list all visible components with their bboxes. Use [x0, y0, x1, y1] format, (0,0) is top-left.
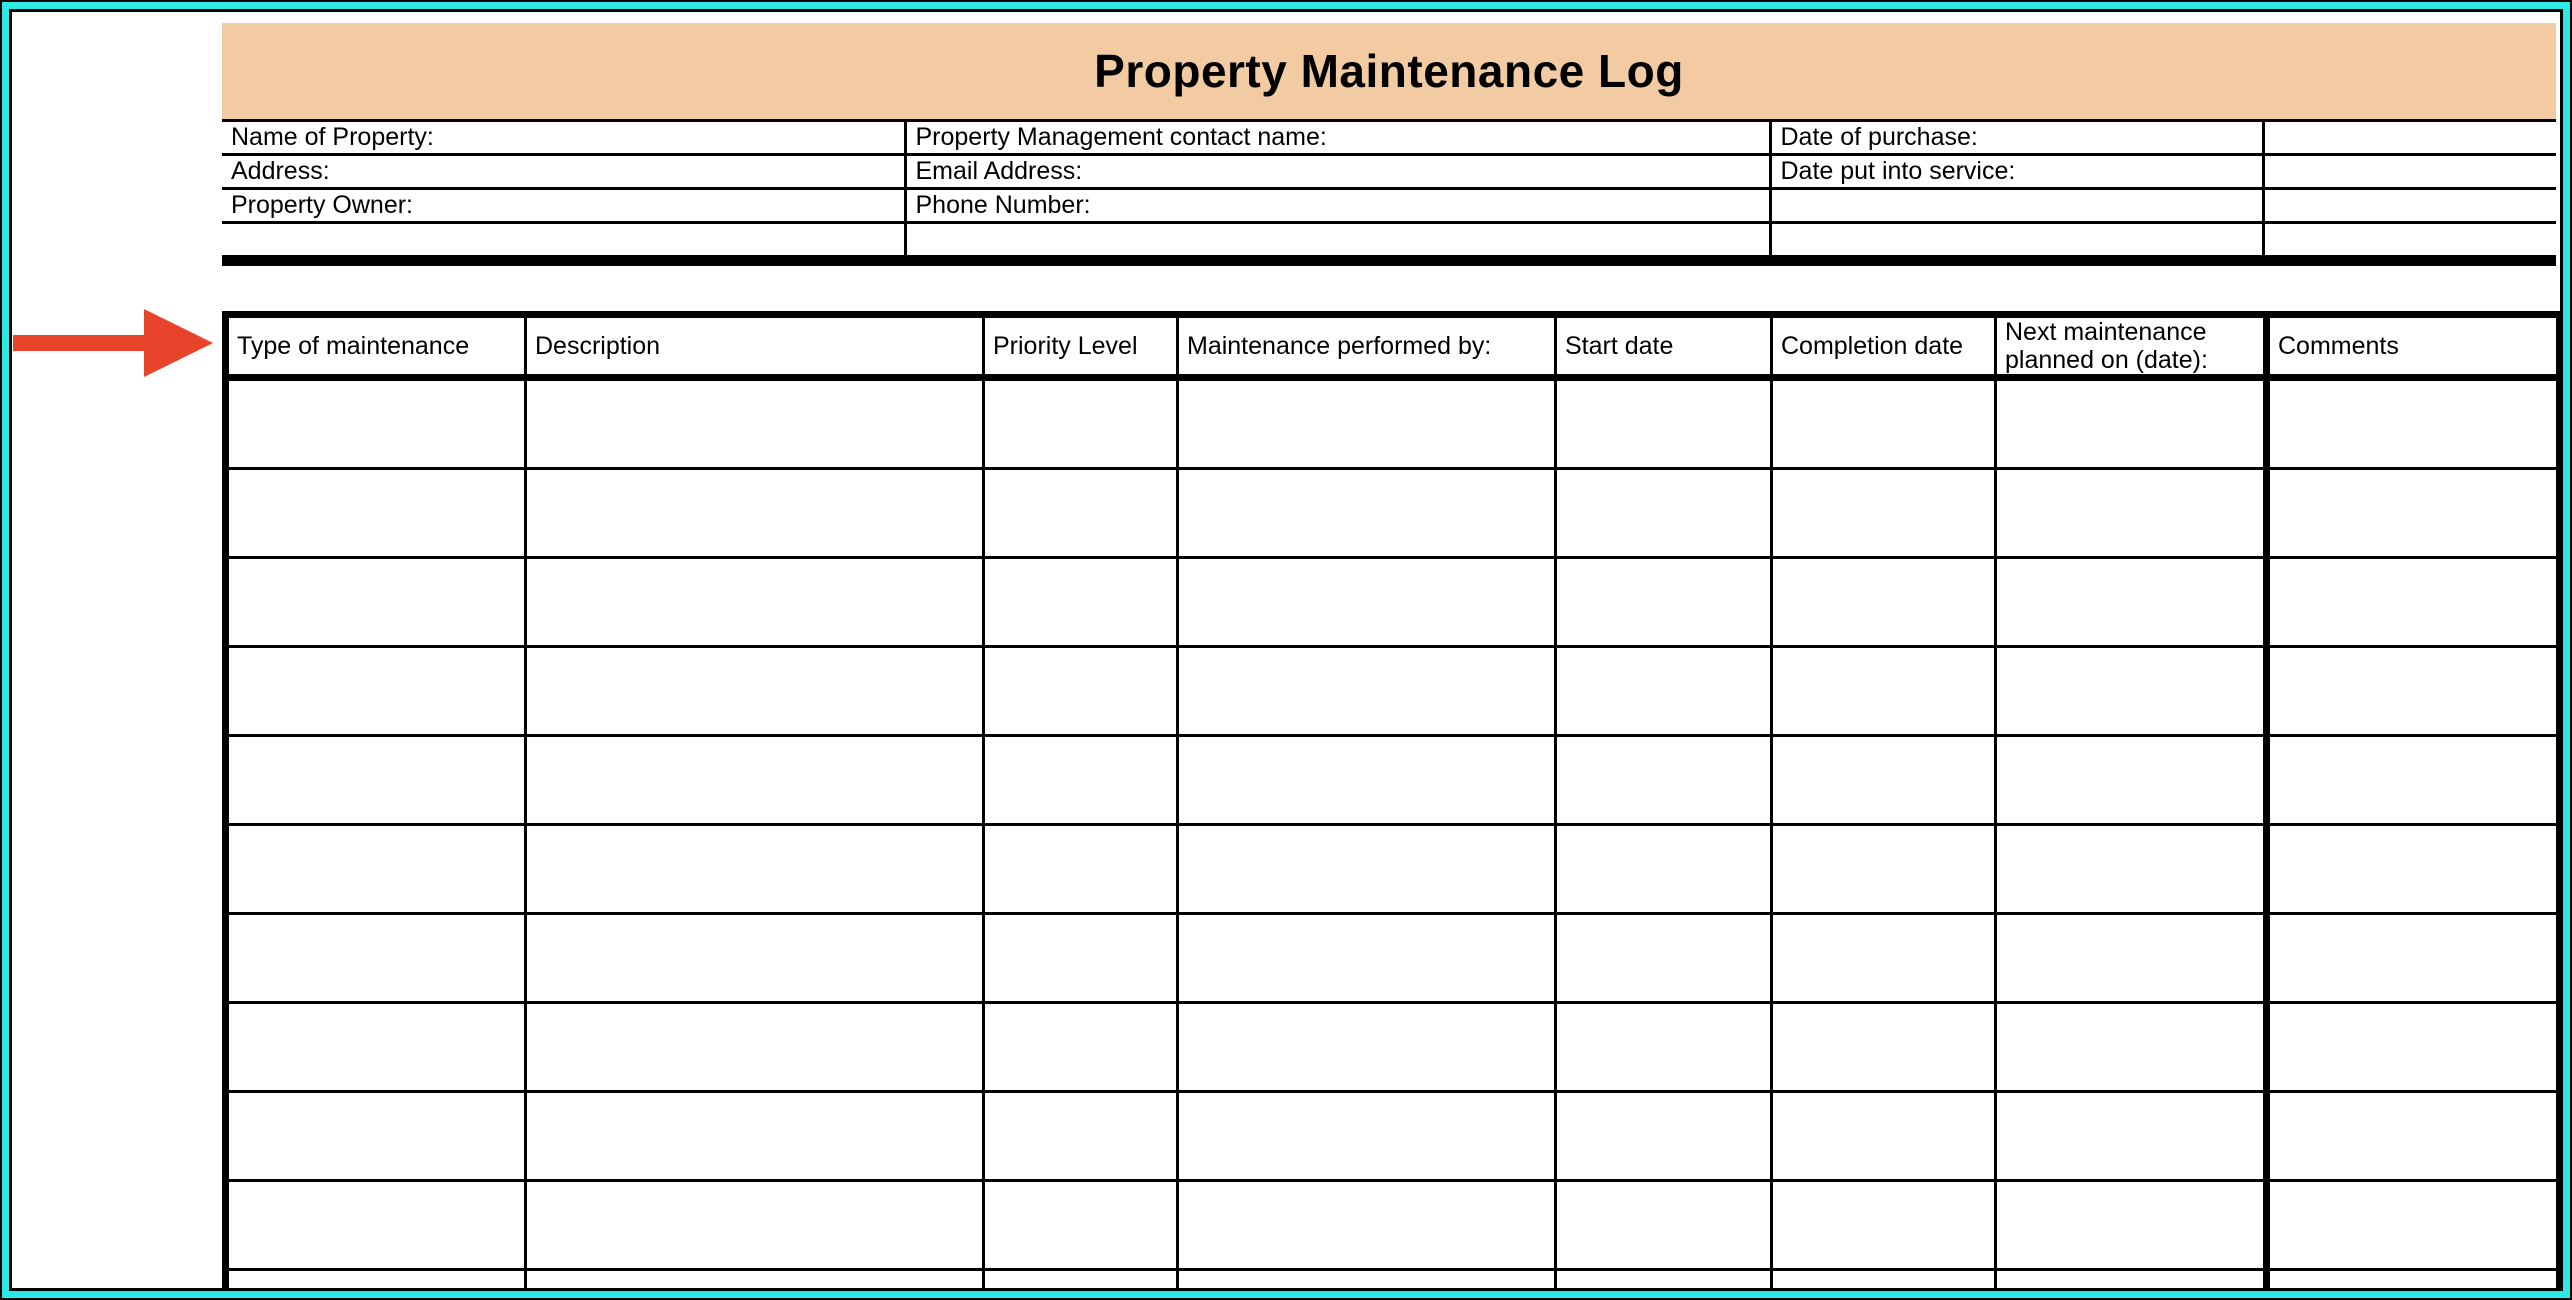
log-entry-cell[interactable] — [226, 558, 526, 647]
log-entry-cell[interactable] — [1556, 647, 1772, 736]
maintenance-log-table — [222, 311, 2563, 1300]
log-entry-row — [226, 558, 2560, 647]
log-entry-cell[interactable] — [226, 1092, 526, 1181]
info-value-cell[interactable] — [2263, 121, 2556, 155]
main-table-body — [226, 378, 2560, 1300]
info-row — [222, 223, 2556, 257]
info-label-date-of-purchase: Date of purchase: — [1770, 121, 2263, 155]
info-label-phone-number: Phone Number: — [905, 189, 1770, 223]
section-divider — [222, 258, 2556, 266]
log-entry-cell[interactable] — [1772, 736, 1996, 825]
log-entry-cell[interactable] — [226, 825, 526, 914]
main-table-header-row — [226, 315, 2560, 378]
col-header-comments: Comments — [2267, 315, 2560, 378]
info-row — [222, 155, 2556, 189]
log-entry-cell[interactable] — [1996, 1092, 2267, 1181]
log-entry-cell[interactable] — [984, 558, 1178, 647]
log-entry-cell[interactable] — [1556, 1003, 1772, 1092]
log-entry-cell[interactable] — [1772, 469, 1996, 558]
info-value-cell[interactable] — [2263, 223, 2556, 257]
red-arrow-icon — [13, 335, 146, 351]
log-entry-cell[interactable] — [2267, 914, 2560, 1003]
log-entry-cell[interactable] — [226, 1270, 526, 1300]
log-entry-cell[interactable] — [1996, 378, 2267, 469]
info-label-management-contact: Property Management contact name: — [905, 121, 1770, 155]
log-entry-cell[interactable] — [2267, 1003, 2560, 1092]
info-row — [222, 121, 2556, 155]
log-entry-cell[interactable] — [226, 469, 526, 558]
log-entry-cell[interactable] — [226, 378, 526, 469]
log-entry-cell[interactable] — [1772, 1003, 1996, 1092]
log-entry-row — [226, 469, 2560, 558]
info-label-email-address: Email Address: — [905, 155, 1770, 189]
log-entry-cell[interactable] — [1772, 914, 1996, 1003]
log-entry-cell[interactable] — [1556, 558, 1772, 647]
spacer — [222, 266, 2556, 311]
red-arrow-icon — [144, 309, 213, 377]
log-entry-row — [226, 1003, 2560, 1092]
info-value-cell[interactable] — [2263, 189, 2556, 223]
log-entry-cell[interactable] — [1556, 1270, 1772, 1300]
log-entry-cell[interactable] — [1178, 825, 1556, 914]
log-entry-cell[interactable] — [1178, 647, 1556, 736]
log-entry-cell[interactable] — [1178, 1003, 1556, 1092]
property-info-table — [222, 119, 2556, 258]
log-entry-row — [226, 647, 2560, 736]
log-entry-cell[interactable] — [526, 378, 984, 469]
info-value-cell[interactable] — [905, 223, 1770, 257]
log-entry-cell[interactable] — [1556, 469, 1772, 558]
log-entry-cell[interactable] — [1772, 1092, 1996, 1181]
log-entry-cell[interactable] — [1772, 1181, 1996, 1270]
info-label-address: Address: — [222, 155, 905, 189]
log-entry-cell[interactable] — [2267, 558, 2560, 647]
log-entry-cell[interactable] — [1178, 378, 1556, 469]
log-entry-cell[interactable] — [984, 825, 1178, 914]
log-entry-cell[interactable] — [2267, 1181, 2560, 1270]
info-value-cell[interactable] — [1770, 223, 2263, 257]
log-entry-cell[interactable] — [984, 1003, 1178, 1092]
log-entry-cell[interactable] — [1178, 558, 1556, 647]
log-entry-cell[interactable] — [984, 1181, 1178, 1270]
page-title: Property Maintenance Log — [1094, 45, 1684, 97]
log-entry-cell[interactable] — [1772, 378, 1996, 469]
log-entry-cell[interactable] — [526, 1003, 984, 1092]
log-entry-cell[interactable] — [1178, 1092, 1556, 1181]
log-entry-cell[interactable] — [1996, 1003, 2267, 1092]
log-entry-cell[interactable] — [1996, 914, 2267, 1003]
log-entry-cell[interactable] — [1178, 1181, 1556, 1270]
log-entry-cell[interactable] — [526, 469, 984, 558]
log-entry-row — [226, 1270, 2560, 1300]
log-entry-cell[interactable] — [984, 736, 1178, 825]
log-entry-cell[interactable] — [526, 736, 984, 825]
log-entry-cell[interactable] — [1178, 736, 1556, 825]
log-entry-cell[interactable] — [2267, 1092, 2560, 1181]
log-entry-cell[interactable] — [226, 1003, 526, 1092]
log-entry-cell[interactable] — [1556, 825, 1772, 914]
maintenance-log-sheet — [222, 23, 2556, 1300]
title-banner — [222, 23, 2556, 119]
log-entry-cell[interactable] — [1772, 1270, 1996, 1300]
log-entry-row — [226, 1092, 2560, 1181]
col-header-priority-level: Priority Level — [984, 315, 1178, 378]
log-entry-cell[interactable] — [226, 647, 526, 736]
col-header-start-date: Start date — [1556, 315, 1772, 378]
log-entry-cell[interactable] — [226, 1181, 526, 1270]
log-entry-cell[interactable] — [2267, 647, 2560, 736]
log-entry-cell[interactable] — [226, 914, 526, 1003]
col-header-maintenance-performed-by: Maintenance performed by: — [1178, 315, 1556, 378]
log-entry-cell[interactable] — [1996, 558, 2267, 647]
log-entry-cell[interactable] — [526, 914, 984, 1003]
log-entry-cell[interactable] — [1178, 1270, 1556, 1300]
log-entry-cell[interactable] — [1178, 469, 1556, 558]
log-entry-cell[interactable] — [526, 558, 984, 647]
log-entry-cell[interactable] — [984, 647, 1178, 736]
log-entry-cell[interactable] — [526, 1181, 984, 1270]
log-entry-cell[interactable] — [2267, 825, 2560, 914]
log-entry-cell[interactable] — [1996, 647, 2267, 736]
log-entry-row — [226, 736, 2560, 825]
info-label-name-of-property: Name of Property: — [222, 121, 905, 155]
log-entry-cell[interactable] — [2267, 736, 2560, 825]
log-entry-cell[interactable] — [1996, 736, 2267, 825]
log-entry-cell[interactable] — [2267, 469, 2560, 558]
info-label-property-owner: Property Owner: — [222, 189, 905, 223]
log-entry-cell[interactable] — [1556, 736, 1772, 825]
log-entry-cell[interactable] — [1178, 914, 1556, 1003]
log-entry-cell[interactable] — [526, 647, 984, 736]
log-entry-cell[interactable] — [1772, 647, 1996, 736]
log-entry-row — [226, 1181, 2560, 1270]
info-value-cell[interactable] — [2263, 155, 2556, 189]
log-entry-cell[interactable] — [984, 469, 1178, 558]
log-entry-cell[interactable] — [1996, 1181, 2267, 1270]
log-entry-cell[interactable] — [2267, 1270, 2560, 1300]
col-header-type-of-maintenance: Type of maintenance — [226, 315, 526, 378]
info-value-cell[interactable] — [1770, 189, 2263, 223]
log-entry-cell[interactable] — [526, 1270, 984, 1300]
log-entry-cell[interactable] — [1556, 378, 1772, 469]
log-entry-cell[interactable] — [1772, 558, 1996, 647]
log-entry-row — [226, 378, 2560, 469]
log-entry-cell[interactable] — [1556, 1181, 1772, 1270]
log-entry-cell[interactable] — [1996, 825, 2267, 914]
log-entry-cell[interactable] — [1996, 1270, 2267, 1300]
log-entry-cell[interactable] — [526, 1092, 984, 1181]
log-entry-cell[interactable] — [1996, 469, 2267, 558]
col-header-next-maintenance: Next maintenance planned on (date): — [1996, 315, 2267, 378]
log-entry-row — [226, 914, 2560, 1003]
log-entry-cell[interactable] — [1556, 1092, 1772, 1181]
log-entry-cell[interactable] — [2267, 378, 2560, 469]
log-entry-cell[interactable] — [1772, 825, 1996, 914]
info-row — [222, 189, 2556, 223]
log-entry-cell[interactable] — [984, 378, 1178, 469]
log-entry-cell[interactable] — [1556, 914, 1772, 1003]
info-value-cell[interactable] — [222, 223, 905, 257]
log-entry-row — [226, 825, 2560, 914]
log-entry-cell[interactable] — [526, 825, 984, 914]
log-entry-cell[interactable] — [984, 1270, 1178, 1300]
col-header-description: Description — [526, 315, 984, 378]
info-label-date-into-service: Date put into service: — [1770, 155, 2263, 189]
log-entry-cell[interactable] — [226, 736, 526, 825]
log-entry-cell[interactable] — [984, 914, 1178, 1003]
log-entry-cell[interactable] — [984, 1092, 1178, 1181]
col-header-completion-date: Completion date — [1772, 315, 1996, 378]
